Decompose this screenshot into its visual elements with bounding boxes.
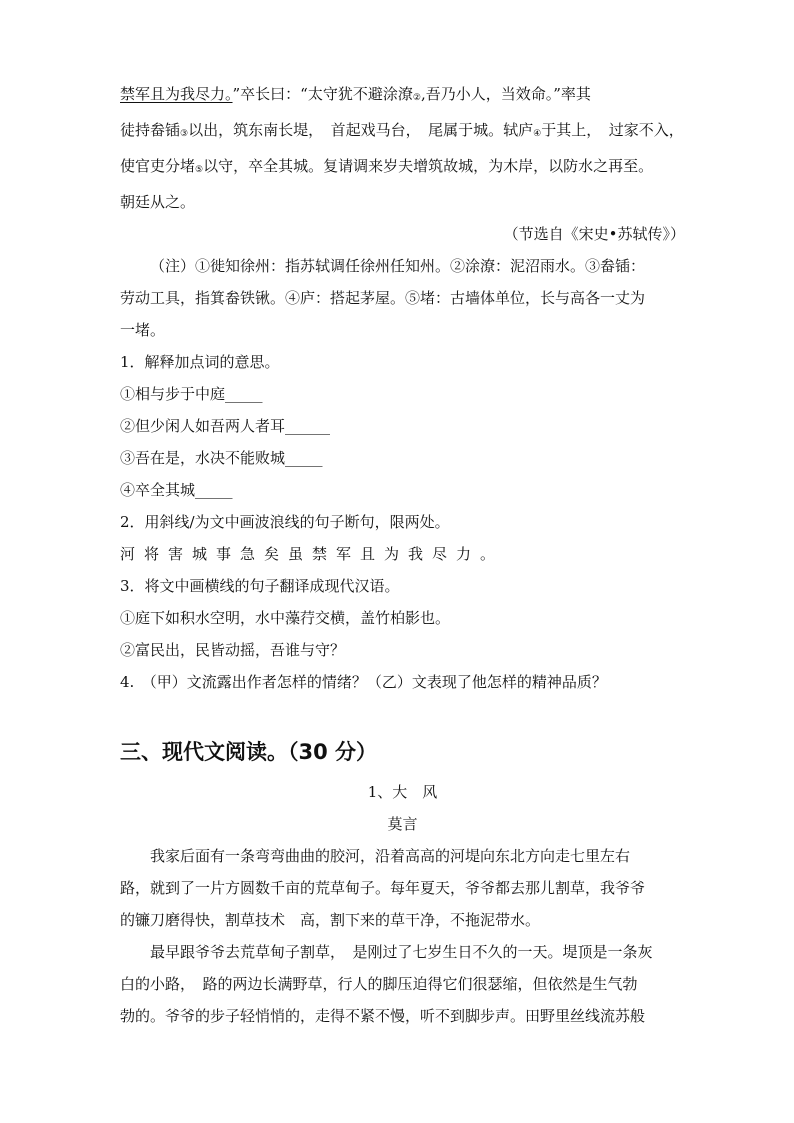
notes-line: 一堵。 (120, 321, 166, 339)
article-line: 路，就到了一片方圆数千亩的荒草甸子。每年夏天，爷爷都去那儿割草，我爷爷 (120, 879, 646, 897)
question-1-item: ①相与步于中庭_____ (120, 385, 263, 403)
footnote-marker: ② (412, 93, 421, 103)
question-3: 3．将文中画横线的句子翻译成现代汉语。 (120, 577, 400, 595)
passage-line: 朝廷从之。 (120, 193, 196, 211)
notes-line: （注）①徙知徐州：指苏轼调任徐州任知州。②涂潦：泥沼雨水。③畚锸： (150, 257, 646, 275)
article-title: 1、大 风 (367, 783, 438, 801)
question-3-item: ②富民出，民皆动摇，吾谁与守？ (120, 641, 346, 659)
question-1-item: ②但少闲人如吾两人者耳______ (120, 417, 331, 435)
underlined-sentence: 禁军且为我尽力。 (120, 85, 233, 103)
article-line: 勃的。爷爷的步子轻悄悄的，走得不紧不慢，听不到脚步声。田野里丝线流苏般 (120, 1007, 646, 1025)
footnote-marker: ⑤ (195, 165, 204, 175)
article-line: 我家后面有一条弯弯曲曲的胶河，沿着高高的河堤向东北方向走七里左右 (150, 847, 631, 865)
question-4: 4. （甲）文流露出作者怎样的情绪？（乙）文表现了他怎样的精神品质？ (120, 673, 607, 691)
article-line: 最早跟爷爷去荒草甸子割草， 是刚过了七岁生日不久的一天。堤顶是一条灰 (150, 943, 653, 961)
question-1: 1．解释加点词的意思。 (120, 353, 280, 371)
question-3-item: ①庭下如积水空明，水中藻荇交横，盖竹柏影也。 (120, 609, 451, 627)
notes-line: 劳动工具，指箕畚铁锹。④庐：搭起茅屋。⑤堵：古墙体单位，长与高各一丈为 (120, 289, 646, 307)
passage-line: 禁军且为我尽力。”卒长曰：“太守犹不避涂潦②,吾乃小人，当效命。”率其 (120, 85, 591, 103)
question-2: 2．用斜线/为文中画波浪线的句子断句，限两处。 (120, 513, 450, 531)
passage-line: 使官吏分堵⑤以守，卒全其城。复请调来岁夫增筑故城，为木岸，以防水之再至。 (120, 157, 654, 175)
section-title: 三、现代文阅读。（30 分） (120, 740, 378, 764)
question-1-item: ④卒全其城_____ (120, 481, 233, 499)
question-2-sentence: 河将害城事急矣虽禁军且为我尽力。 (120, 545, 505, 563)
passage-line: 徒持畚锸③以出，筑东南长堤， 首起戏马台， 尾属于城。轼庐④于其上， 过家不入， (120, 121, 684, 139)
footnote-marker: ④ (533, 129, 542, 139)
question-1-item: ③吾在是，水决不能败城_____ (120, 449, 323, 467)
article-line: 的镰刀磨得快，割草技术 高，割下来的草干净，不拖泥带水。 (120, 911, 541, 929)
document-page (120, 78, 685, 1032)
footnote-marker: ③ (180, 129, 189, 139)
article-line: 白的小路， 路的两边长满野草，行人的脚压迫得它们很瑟缩，但依然是生气勃 (120, 975, 638, 993)
article-author: 莫言 (387, 815, 418, 833)
passage-source: （节选自《宋史•苏轼传》） (503, 225, 685, 243)
